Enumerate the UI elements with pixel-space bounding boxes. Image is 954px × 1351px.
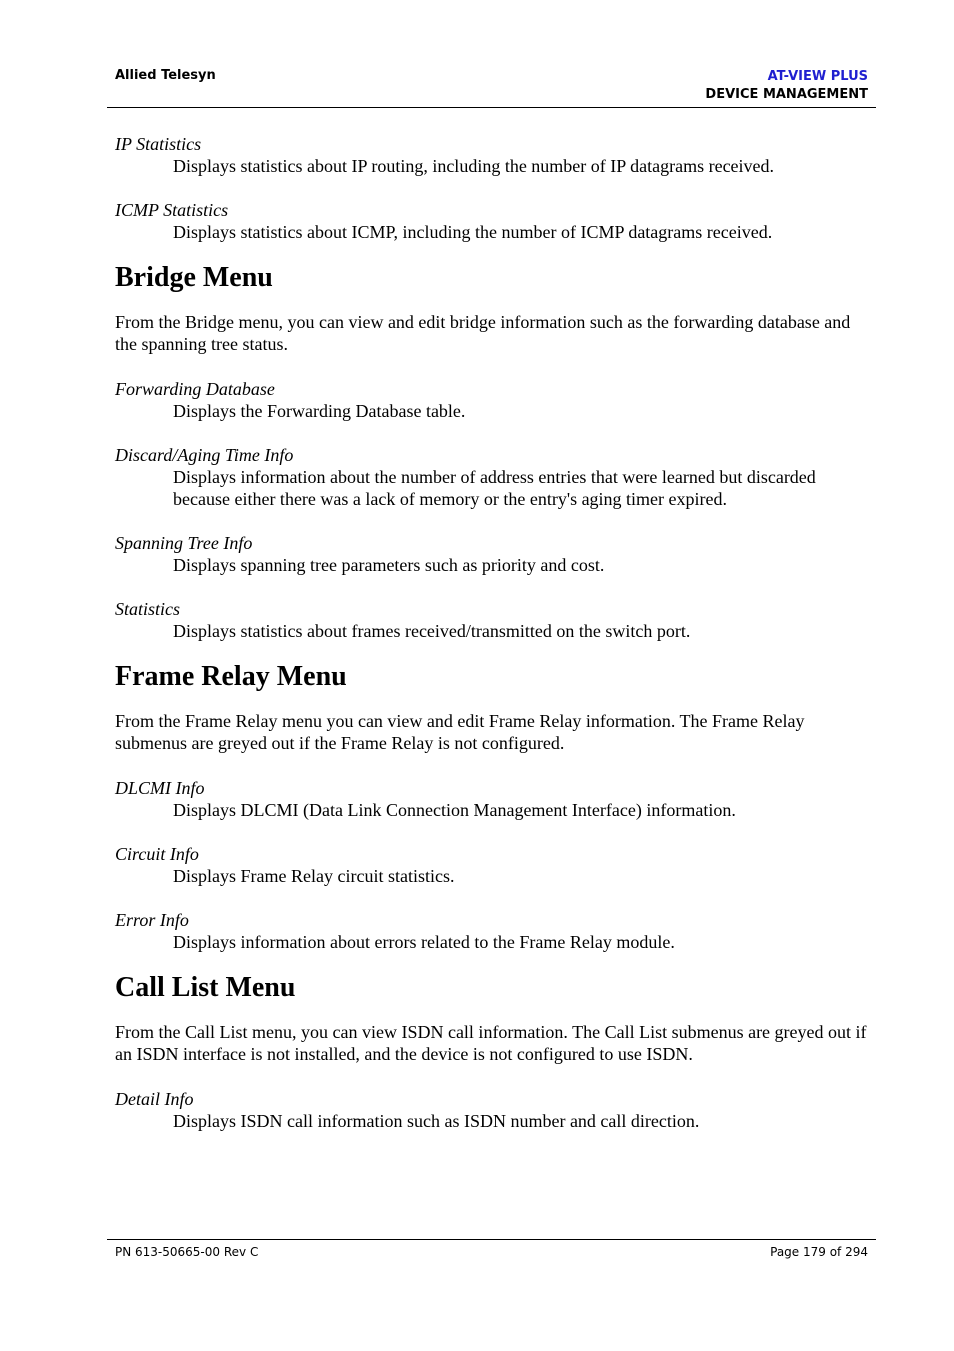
definition-entry xyxy=(115,444,875,510)
header-rule xyxy=(107,107,876,108)
section-intro-call-list: From the Call List menu, you can view ISDN call information. The Call List submenus are greyed out if an ISDN interface is not installed, and the device is not configured to use ISDN. xyxy=(115,1022,867,1064)
definition-entry xyxy=(115,199,875,243)
entry-term: IP Statistics xyxy=(115,134,202,154)
footer-page-number: Page 179 of 294 xyxy=(770,1245,868,1259)
entry-description: Displays spanning tree parameters such as priority and cost. xyxy=(173,555,605,575)
section-heading-call-list: Call List Menu xyxy=(115,972,296,1003)
definition-entry xyxy=(115,133,875,177)
footer-rule xyxy=(107,1239,876,1240)
entry-description: Displays information about the number of address entries that were learned but discarded because either there was a lack of memory or the entry's aging timer expired. xyxy=(173,467,816,509)
definition-entry xyxy=(115,843,875,887)
header-product: AT-VIEW PLUS xyxy=(767,69,868,84)
page-content xyxy=(115,133,875,1154)
header-company: Allied Telesyn xyxy=(115,68,216,83)
definition-entry xyxy=(115,909,875,953)
section-heading-frame-relay: Frame Relay Menu xyxy=(115,661,347,692)
entry-description: Displays Frame Relay circuit statistics. xyxy=(173,866,455,886)
entry-description: Displays statistics about IP routing, including the number of IP datagrams received. xyxy=(173,156,775,176)
entry-term: DLCMI Info xyxy=(115,778,205,798)
entry-description: Displays statistics about ICMP, including the number of ICMP datagrams received. xyxy=(173,222,773,242)
definition-entry xyxy=(115,777,875,821)
section-intro-bridge: From the Bridge menu, you can view and edit bridge information such as the forwarding database and the spanning tree status. xyxy=(115,312,851,354)
section-heading-bridge: Bridge Menu xyxy=(115,262,273,293)
entry-term: Error Info xyxy=(115,910,189,930)
entry-term: Circuit Info xyxy=(115,844,199,864)
definition-entry xyxy=(115,1088,875,1132)
entry-description: Displays statistics about frames received/transmitted on the switch port. xyxy=(173,621,691,641)
header-section: DEVICE MANAGEMENT xyxy=(705,87,868,102)
entry-term: Discard/Aging Time Info xyxy=(115,445,294,465)
entry-term: Detail Info xyxy=(115,1089,194,1109)
entry-term: Forwarding Database xyxy=(115,379,275,399)
entry-description: Displays the Forwarding Database table. xyxy=(173,401,466,421)
entry-description: Displays ISDN call information such as ISDN number and call direction. xyxy=(173,1111,700,1131)
definition-entry xyxy=(115,532,875,576)
entry-description: Displays information about errors related to the Frame Relay module. xyxy=(173,932,675,952)
footer-part-number: PN 613-50665-00 Rev C xyxy=(115,1245,259,1259)
header-right xyxy=(705,68,868,104)
definition-entry xyxy=(115,378,875,422)
section-intro-frame-relay: From the Frame Relay menu you can view and edit Frame Relay information. The Frame Relay submenus are greyed out if the Frame Relay is not configured. xyxy=(115,711,805,753)
entry-term: Spanning Tree Info xyxy=(115,533,253,553)
definition-entry xyxy=(115,598,875,642)
entry-description: Displays DLCMI (Data Link Connection Management Interface) information. xyxy=(173,800,736,820)
entry-term: ICMP Statistics xyxy=(115,200,229,220)
entry-term: Statistics xyxy=(115,599,181,619)
